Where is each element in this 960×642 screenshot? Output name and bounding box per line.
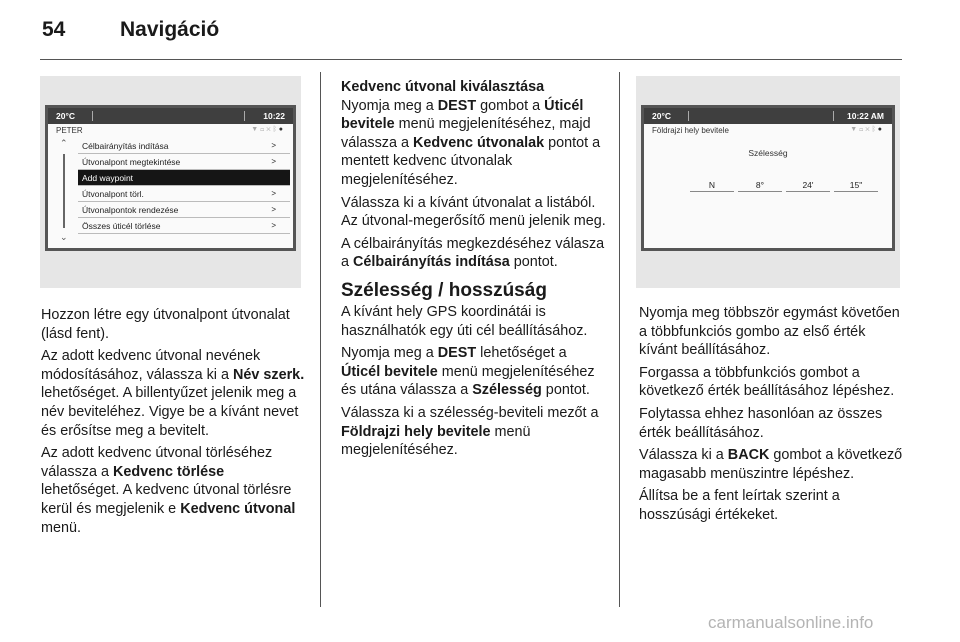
button-term: DEST — [437, 97, 477, 114]
screenshot-coordinate-entry — [636, 76, 900, 288]
text-column-2 — [341, 78, 609, 464]
paragraph: Nyomja meg a DEST gombot a Úticél bevitele menü megjelenítéséhez, majd válassza a Kedvenc útvonalak pontot a mentett kedvenc útvonalak megjelenítéséhez. — [341, 97, 601, 188]
menu-item-label: Útvonalpont megtekintése — [82, 157, 181, 167]
menu-item-sort-waypoints[interactable] — [78, 202, 290, 218]
bluetooth-icon: ᛒ — [272, 126, 279, 133]
status-time: 10:22 — [263, 111, 285, 121]
menu-item-start-guidance[interactable] — [78, 138, 290, 154]
scrollbar[interactable] — [63, 154, 65, 228]
menu-term: Úticél bevitele — [341, 97, 584, 133]
status-divider — [688, 111, 689, 121]
seconds-field[interactable]: 15" — [834, 180, 878, 192]
display-screen — [641, 105, 895, 251]
status-divider — [833, 111, 834, 121]
mute-icon: ✕ — [266, 126, 273, 133]
column-divider — [619, 72, 620, 607]
route-menu — [78, 138, 290, 234]
status-time: 10:22 AM — [846, 111, 884, 121]
text-column-3 — [639, 304, 905, 529]
menu-term: Úticél bevitele — [341, 363, 438, 380]
chevron-right-icon: > — [271, 189, 276, 198]
paragraph: Válassza ki a szélesség-beviteli mezőt a Földrajzi hely bevitele menü megjelenítéséhez. — [341, 404, 599, 459]
signal-icon: ▼ — [850, 126, 860, 133]
subheading: Kedvenc útvonal kiválasztása — [341, 79, 545, 95]
button-term: BACK — [727, 447, 770, 464]
paragraph: Hozzon létre egy útvonalpont útvonalat (lásd fent). — [41, 307, 290, 342]
menu-item-view-waypoint[interactable] — [78, 154, 290, 170]
screenshot-route-menu — [40, 76, 301, 288]
menu-item-add-waypoint[interactable] — [78, 170, 290, 186]
menu-term: Kedvenc törlése — [113, 463, 225, 480]
scroll-down-icon[interactable]: ⌄ — [60, 232, 68, 242]
status-temperature: 20°C — [652, 111, 671, 121]
chevron-right-icon: > — [271, 141, 276, 150]
header-rule — [40, 59, 902, 60]
chevron-right-icon: > — [271, 205, 276, 214]
menu-item-label: Add waypoint — [82, 173, 134, 183]
paragraph: Forgassa a többfunkciós gombot a következő érték beállításához lépéshez. — [639, 364, 895, 400]
status-bar — [644, 108, 892, 124]
section-title: Navigáció — [120, 18, 220, 41]
display-screen — [45, 105, 296, 251]
paragraph: Nyomja meg többször egymást követően a többfunkciós gombo az első érték kívánt beállításához. — [639, 305, 900, 359]
text-column-1 — [41, 306, 306, 541]
section-heading: Szélesség / hosszúság — [341, 279, 547, 301]
menu-item-label: Útvonalpont törl. — [82, 189, 144, 199]
degrees-field[interactable]: 8° — [738, 180, 782, 192]
menu-item-delete-all[interactable] — [78, 218, 290, 234]
paragraph: Válassza ki a BACK gombot a következő magasabb menüszintre lépéshez. — [639, 447, 903, 482]
menu-item-label: Összes úticél törlése — [82, 221, 161, 231]
menu-term: Szélesség — [472, 382, 542, 399]
paragraph: Az adott kedvenc útvonal nevének módosításához, válassza ki a Név szerk. lehetőséget. A billentyűzet jelenik meg a név beviteléhez. Vigye be a kívánt nevet és erősítse meg a bevitelt. — [41, 348, 305, 439]
paragraph: A célbairányítás megkezdéséhez válasza a Célbairányítás indítása pontot. — [341, 235, 605, 271]
status-icons — [850, 126, 884, 133]
paragraph: Az adott kedvenc útvonal törléséhez válassza a Kedvenc törlése lehetőséget. A kedvenc útvonal törlésre kerül és megjelenik e Kedvenc útvonal menü. — [41, 445, 296, 536]
scroll-up-icon[interactable]: ⌃ — [60, 138, 68, 148]
latitude-label: Szélesség — [748, 148, 788, 158]
menu-term: Földrajzi hely bevitele — [341, 423, 491, 440]
status-bar — [48, 108, 293, 124]
hemisphere-field[interactable]: N — [690, 180, 734, 192]
chevron-right-icon: > — [271, 157, 276, 166]
paragraph: Folytassa ehhez hasonlóan az összes érték beállításához. — [639, 405, 883, 441]
watermark: carmanualsonline.info — [708, 613, 874, 632]
status-temperature: 20°C — [56, 111, 75, 121]
menu-term: Célbairányítás indítása — [353, 254, 510, 271]
screen-title: PETER — [56, 126, 83, 135]
status-divider — [244, 111, 245, 121]
paragraph: Nyomja meg a DEST lehetőséget a Úticél bevitele menü megjelenítéséhez és utána válassza a Szélesség pontot. — [341, 345, 595, 399]
bluetooth-icon: ᛒ — [871, 126, 878, 133]
page-header — [42, 18, 219, 42]
menu-term: Kedvenc útvonalak — [413, 134, 545, 151]
info-icon: ● — [877, 126, 884, 133]
signal-icon: ▼ — [251, 126, 261, 133]
paragraph: A kívánt hely GPS koordinátái is használhatók egy úti cél beállításához. — [341, 303, 588, 339]
status-icons — [251, 126, 285, 133]
menu-term: Név szerk. — [232, 366, 305, 383]
status-divider — [92, 111, 93, 121]
chevron-right-icon: > — [271, 221, 276, 230]
menu-item-label: Útvonalpontok rendezése — [82, 205, 179, 215]
button-term: DEST — [437, 345, 477, 362]
coordinate-fields — [690, 180, 882, 192]
column-divider — [320, 72, 321, 607]
paragraph: Állítsa be a fent leírtak szerint a hosszúsági értékeket. — [639, 488, 840, 523]
minutes-field[interactable]: 24' — [786, 180, 830, 192]
info-icon: ● — [278, 126, 285, 133]
page-number: 54 — [42, 18, 66, 41]
mute-icon: ✕ — [865, 126, 872, 133]
menu-term: Kedvenc útvonal — [180, 500, 296, 517]
menu-item-delete-waypoint[interactable] — [78, 186, 290, 202]
screen-title: Földrajzi hely bevitele — [652, 126, 729, 135]
phone-icon: ▭ — [260, 126, 267, 133]
phone-icon: ▭ — [859, 126, 866, 133]
menu-item-label: Célbairányítás indítása — [82, 141, 169, 151]
paragraph: Válassza ki a kívánt útvonalat a listából. Az útvonal-megerősítő menü jelenik meg. — [341, 194, 606, 230]
